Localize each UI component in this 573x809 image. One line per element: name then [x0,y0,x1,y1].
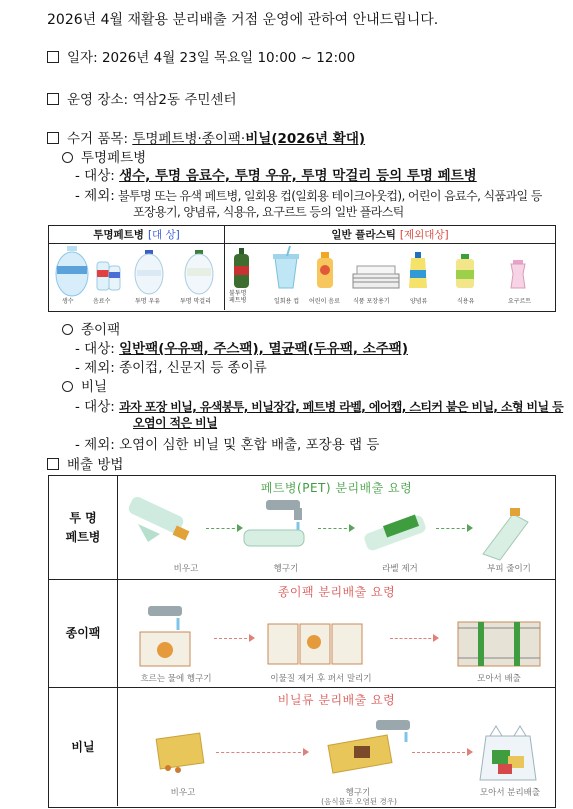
items-value: 투명페트병·종이팩·비닐(2026년 확대) [132,131,366,147]
rinse-carton-icon [140,606,190,666]
location-value: 역삼2동 주민센터 [132,92,237,108]
arrow-icon [436,528,470,529]
step-caption: 비우고 [170,788,196,798]
step-caption: 라벨 제거 [382,564,418,574]
square-bullet-icon [47,458,59,470]
target-header-pet: 투명페트병 [대 상] [49,226,225,243]
plastic-products-panel [225,244,555,310]
method-row-carton [49,580,555,688]
vinyl-exclude-value: 오염이 심한 비닐 및 혼합 배출, 포장용 랩 등 [119,437,380,453]
carton-heading: 종이팩 [62,318,120,338]
arrow-icon [214,638,252,639]
pet-item-label: 음료수 [93,298,111,305]
pet-exclude-cont: 포장용기, 양념류, 식용유, 요구르트 등의 일반 플라스틱 [133,205,404,219]
colored-bottle-icon [234,248,249,288]
pet-method-panel [118,476,555,579]
target-table [48,225,556,312]
schedule-line [47,46,355,66]
snack-bag-icon [156,733,204,773]
food-container-icon [353,266,399,288]
vinyl-target-value: 과자 포장 비닐, 유색봉투, 비닐장갑, 페트병 라벨, 에어캡, 스티커 붙은 비닐, 소형 비닐 등 [119,400,564,414]
arrow-icon [390,638,436,639]
square-bullet-icon [47,132,59,144]
step-caption: 이물질 제거 후 펴서 말리기 [270,674,372,684]
plastic-item-label: 어린이 음료 [309,298,340,305]
pet-target: - 대상: 생수, 투명 음료수, 투명 우유, 투명 막걸리 등의 투명 페트병 [75,168,477,184]
carton-target-value: 일반팩(우유팩, 주스팩), 멸균팩(두유팩, 소주팩) [119,341,408,357]
flatten-carton-icon [268,624,362,664]
pet-item-label: 투명 막걸리 [180,298,211,305]
step-caption: 비우고 [173,564,199,574]
arrow-icon [318,528,352,529]
pet-exclude-value: 불투명 또는 유색 페트병, 일회용 컵(일회용 테이크아웃컵), 어린이 음료수, 식품과일 등 [118,189,542,203]
vinyl-heading: 비닐 [62,375,107,395]
items-line [47,127,365,147]
vinyl-target-cont: 오염이 적은 비닐 [133,416,218,430]
circle-bullet-icon [62,324,73,335]
carton-steps-illustration [118,598,555,673]
step-caption: 흐르는 물에 헹구기 [140,674,212,684]
vinyl-steps-illustration [118,706,555,786]
page-title: 2026년 4월 재활용 분리배출 거점 운영에 관하여 안내드립니다. [47,12,439,28]
method-row-label: 종이팩 [49,580,118,687]
pet-item-label: 투명 우유 [135,298,161,305]
target-table-header [49,226,555,244]
method-table [48,475,556,808]
step-caption-note: (음식물로 오염된 경우) [321,797,397,806]
square-bullet-icon [47,51,59,63]
vinyl-target: - 대상: 과자 포장 비닐, 유색봉투, 비닐장갑, 페트병 라벨, 에어캡, 스티커 붙은 비닐, 소형 비닐 등 [75,399,564,415]
pet-products-panel [49,244,225,310]
vinyl-exclude: - 제외: 오염이 심한 비닐 및 혼합 배출, 포장용 랩 등 [75,437,380,453]
water-bottle-icon [56,246,88,296]
target-header-plastic: 일반 플라스틱 [제외대상] [331,229,449,241]
milk-bottle-icon [135,250,163,294]
plastic-item-label: 일회용 컵 [274,298,300,305]
pet-item-label: 생수 [62,298,74,305]
plastic-item-label: 식품 포장용기 [353,298,390,305]
items-label: 수거 품목: [67,131,129,147]
step-caption: 부피 줄이기 [487,564,531,574]
method-row-vinyl [49,688,555,806]
vinyl-method-title: 비닐류 분리배출 요령 [277,693,396,707]
circle-bullet-icon [62,381,73,392]
square-bullet-icon [47,93,59,105]
makgeolli-bottle-icon [185,250,213,294]
step-caption: 헹구기 [273,564,299,574]
collect-bags-icon [480,726,536,780]
method-heading: 배출 방법 [47,453,123,473]
plastic-item-label: 식용유 [457,298,475,305]
bundle-cartons-icon [458,622,540,666]
location-label: 운영 장소: [67,92,129,108]
arrow-icon [412,752,470,753]
carton-method-panel [118,580,555,687]
step-caption: 모아서 배출 [477,674,521,684]
pet-heading: 투명페트병 [62,146,146,166]
carton-method-title: 종이팩 분리배출 요령 [277,585,396,599]
carton-exclude: - 제외: 종이컵, 신문지 등 종이류 [75,360,267,376]
schedule-value: 2026년 4월 23일 목요일 10:00 ~ 12:00 [101,50,356,66]
plastic-item-label: 요구르트 [508,298,532,305]
step-caption: 헹구기 [345,788,371,798]
pet-method-title: 페트병(PET) 분리배출 요령 [260,481,413,495]
schedule-label: 일자: [67,50,98,66]
step-caption: 모아서 분리배출 [479,788,541,798]
pet-exclude: - 제외: 불투명 또는 유색 페트병, 일회용 컵(일회용 테이크아웃컵), 어린이 음료수, 식품과일 등 [75,188,542,204]
method-row-pet [49,476,555,580]
faucet-icon [244,500,304,546]
drink-bottles-icon [97,262,120,290]
plastic-item-label: 불투명 페트병 [229,290,247,304]
yogurt-bottle-icon [511,260,525,288]
empty-bottle-icon [127,495,190,542]
oil-bottle-icon [456,254,474,288]
sauce-bottle-icon [409,252,427,288]
method-row-label: 비닐 [49,688,118,806]
disposable-cup-icon [273,246,299,288]
remove-label-icon [363,514,427,552]
kids-drink-icon [317,252,333,288]
location-line [47,88,236,108]
rinse-bag-icon [328,720,410,773]
method-row-label: 투 명 페트병 [49,476,118,579]
circle-bullet-icon [62,152,73,163]
pet-target-value: 생수, 투명 음료수, 투명 우유, 투명 막걸리 등의 투명 페트병 [119,168,477,184]
plastic-item-label: 양념류 [410,298,428,305]
crush-bottle-icon [483,508,528,560]
arrow-icon [206,528,240,529]
carton-target: - 대상: 일반팩(우유팩, 주스팩), 멸균팩(두유팩, 소주팩) [75,341,408,357]
carton-exclude-value: 종이컵, 신문지 등 종이류 [119,360,267,376]
vinyl-method-panel [118,688,555,806]
arrow-icon [216,752,306,753]
